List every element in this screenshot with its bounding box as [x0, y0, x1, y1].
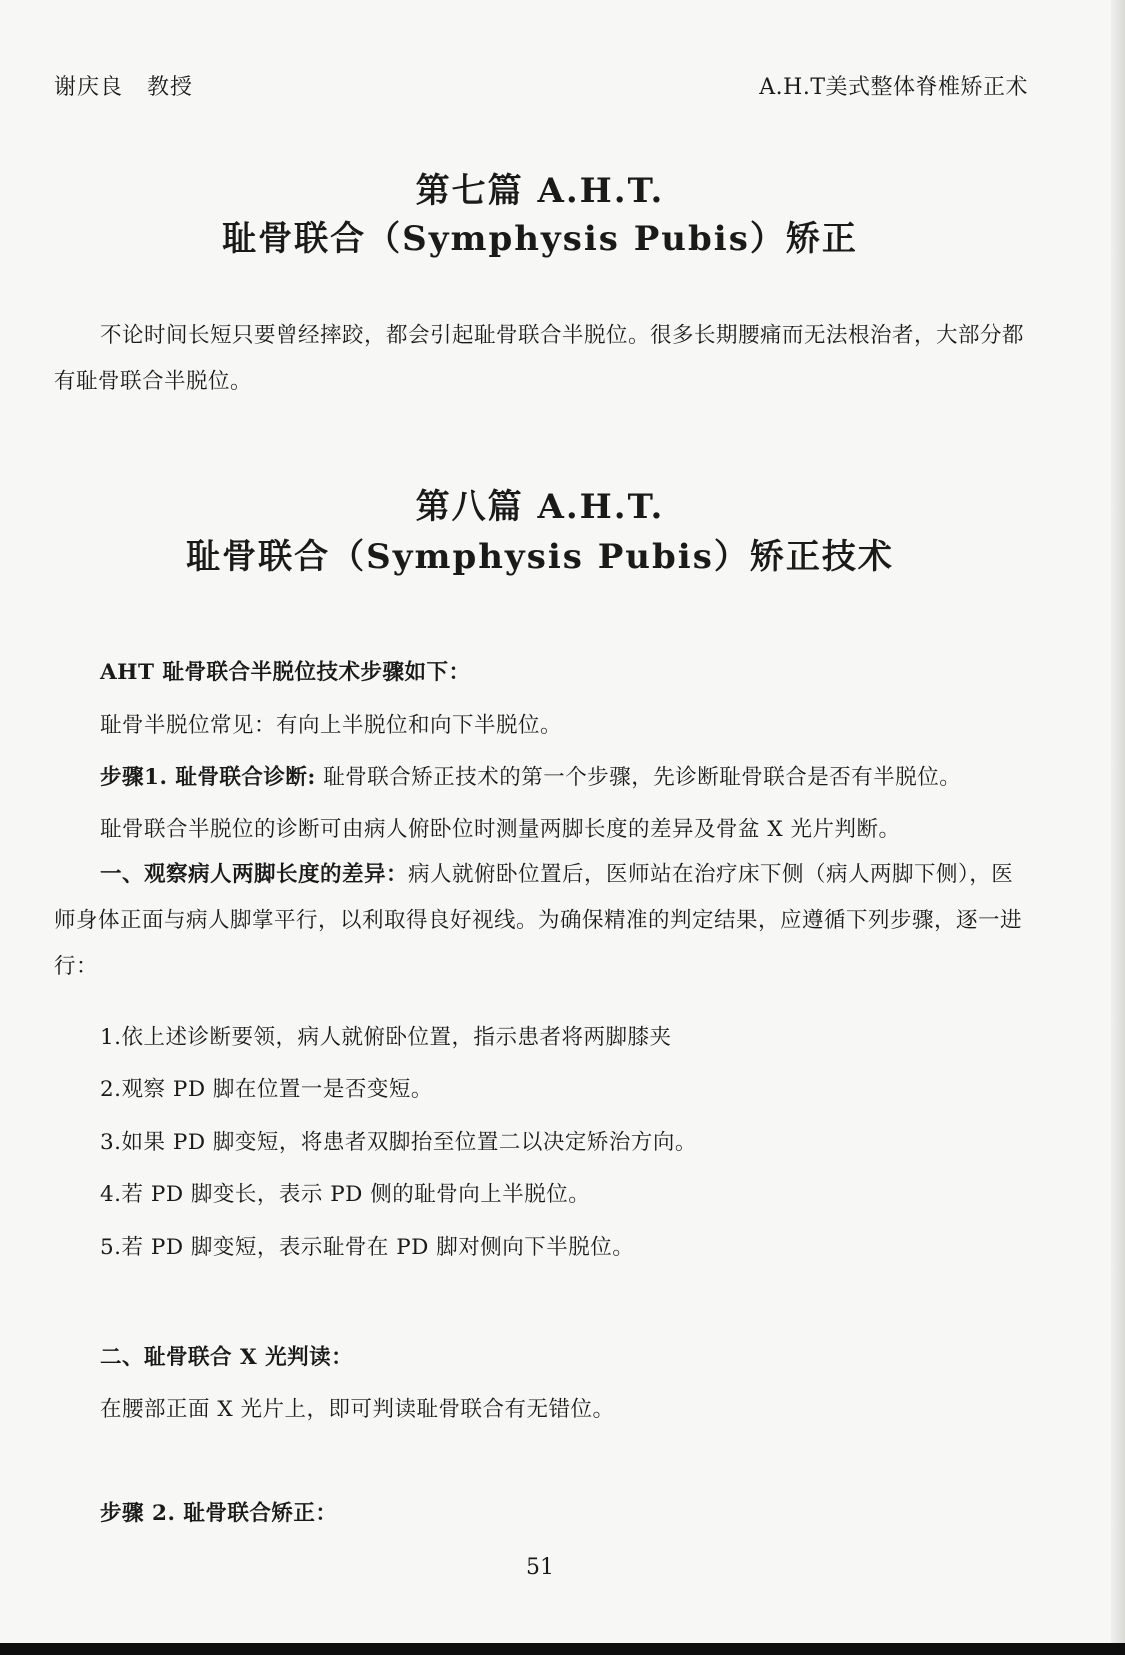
section7-heading-line2: 耻骨联合（Symphysis Pubis）矫正: [222, 219, 858, 259]
scan-bottom-border: [0, 1643, 1125, 1655]
step1-label: 步骤1. 耻骨联合诊断:: [100, 765, 316, 790]
diagnosis-method: 耻骨联合半脱位的诊断可由病人俯卧位时测量两脚长度的差异及骨盆 X 光片判断。: [100, 817, 901, 842]
step-item-3: 3.如果 PD 脚变短，将患者双脚抬至位置二以决定矫治方向。: [100, 1130, 697, 1155]
xray-text: 在腰部正面 X 光片上，即可判读耻骨联合有无错位。: [100, 1397, 615, 1422]
step-item-2: 2.观察 PD 脚在位置一是否变短。: [100, 1077, 433, 1102]
page-edge-shadow: [1111, 0, 1125, 1655]
observation-label: 一、观察病人两脚长度的差异：: [100, 862, 409, 887]
observation-text: 病人就俯卧位置后，医师站在治疗床下侧（病人两脚下侧），医师身体正面与病人脚掌平行，以利取得良好视线。为确保精准的判定结果，应遵循下列步骤，逐一进行：: [54, 862, 1023, 979]
section8-heading-line2: 耻骨联合（Symphysis Pubis）矫正技术: [186, 537, 894, 577]
page-number: 51: [526, 1555, 554, 1580]
step-item-1: 1.依上述诊断要领，病人就俯卧位置，指示患者将两脚膝夹: [100, 1025, 672, 1050]
step-item-5: 5.若 PD 脚变短，表示耻骨在 PD 脚对侧向下半脱位。: [100, 1235, 635, 1260]
section7-heading-line1: 第七篇 A.H.T.: [415, 171, 665, 211]
common-types: 耻骨半脱位常见：有向上半脱位和向下半脱位。: [100, 713, 563, 738]
xray-heading: 二、耻骨联合 X 光判读：: [100, 1345, 354, 1370]
section7-paragraph: 不论时间长短只要曾经摔跤，都会引起耻骨联合半脱位。很多长期腰痛而无法根治者，大部分都有耻骨联合半脱位。: [54, 323, 1025, 394]
observation-paragraph: [54, 852, 1029, 990]
section8-heading-line1: 第八篇 A.H.T.: [415, 487, 665, 527]
step-item-4: 4.若 PD 脚变长，表示 PD 侧的耻骨向上半脱位。: [100, 1182, 591, 1207]
step1-line: [100, 760, 961, 791]
running-header-book-title: A.H.T美式整体脊椎矫正术: [759, 75, 1028, 100]
step2-heading: 步骤 2. 耻骨联合矫正：: [100, 1501, 338, 1526]
author-name: 谢庆良: [54, 75, 124, 100]
intro-heading: AHT 耻骨联合半脱位技术步骤如下：: [100, 660, 471, 685]
running-header-author: [54, 70, 193, 101]
step1-text: 耻骨联合矫正技术的第一个步骤，先诊断耻骨联合是否有半脱位。: [315, 765, 962, 790]
author-title: 教授: [147, 75, 194, 100]
